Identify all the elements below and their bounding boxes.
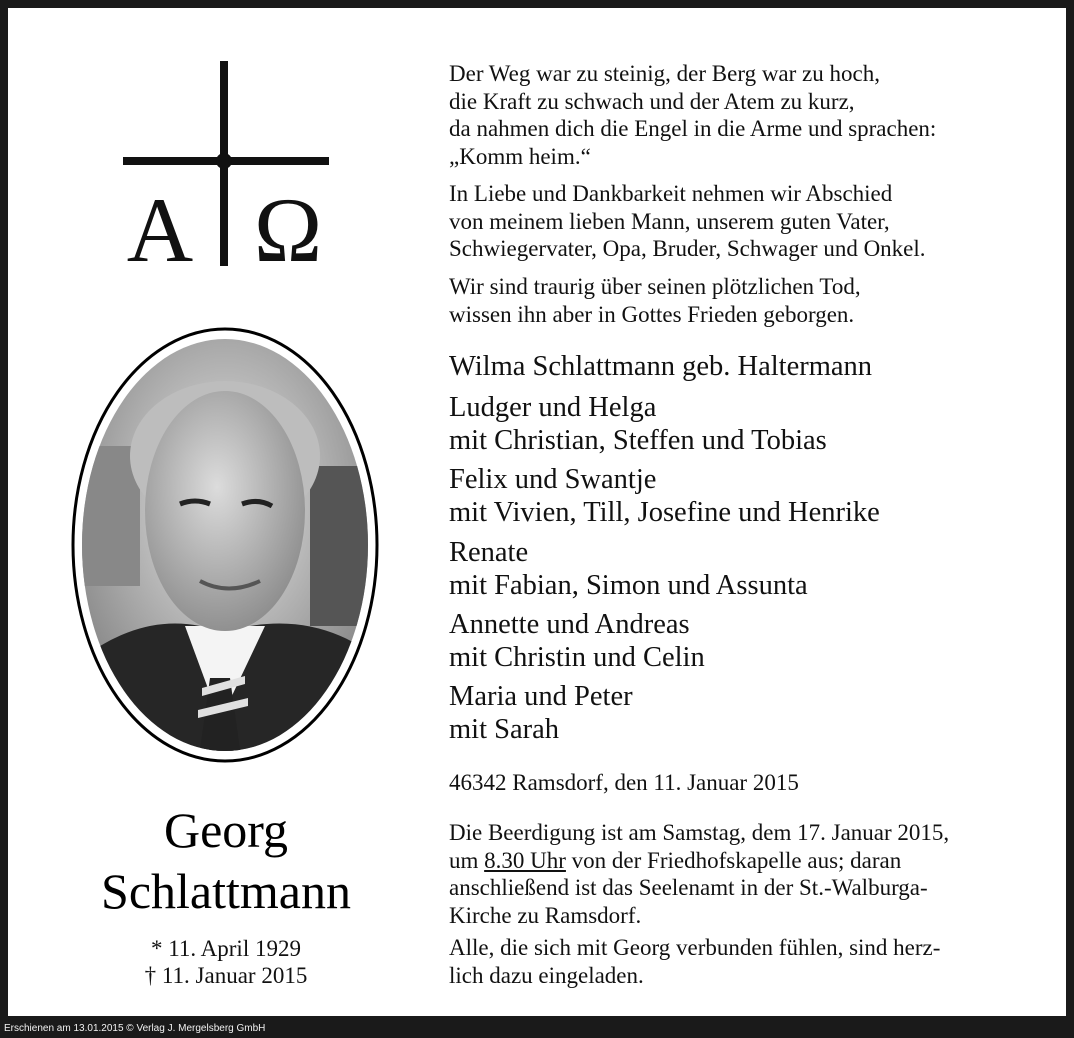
portrait-photo xyxy=(70,326,380,764)
death-date: † 11. Januar 2015 xyxy=(144,963,308,988)
publication-footer: Erschienen am 13.01.2015 © Verlag J. Mergelsberg GmbH xyxy=(4,1023,266,1034)
family-member-line: Renate xyxy=(449,537,529,568)
funeral-line: anschließend ist das Seelenamt in der St.-Walburga- xyxy=(449,875,928,900)
family-group xyxy=(449,463,1049,529)
sorrow-paragraph xyxy=(449,273,1049,328)
family-member-line: mit Vivien, Till, Josefine und Henrike xyxy=(449,497,880,528)
family-group xyxy=(449,536,1049,602)
verse-line: die Kraft zu schwach und der Atem zu kurz, xyxy=(449,88,855,114)
family-group xyxy=(449,350,1049,383)
farewell-line: Schwiegervater, Opa, Bruder, Schwager und Onkel. xyxy=(449,236,926,261)
verse-paragraph xyxy=(449,60,1049,170)
family-member-line: Wilma Schlattmann geb. Haltermann xyxy=(449,351,873,382)
deceased-first-name: Georg xyxy=(163,802,289,858)
family-member-line: mit Christin und Celin xyxy=(449,642,705,673)
family-member-line: mit Christian, Steffen und Tobias xyxy=(449,425,827,456)
family-member-line: Maria und Peter xyxy=(449,681,633,712)
obituary-notice xyxy=(8,8,1066,1016)
funeral-line: Kirche zu Ramsdorf. xyxy=(449,902,642,928)
funeral-line-suffix: von der Friedhofskapelle aus; daran xyxy=(565,847,902,873)
family-member-line: mit Sarah xyxy=(449,714,560,745)
funeral-paragraph xyxy=(449,819,1049,929)
birth-date: * 11. April 1929 xyxy=(151,936,301,961)
verse-line: da nahmen dich die Engel in die Arme und sprachen: xyxy=(449,116,937,141)
funeral-line: Die Beerdigung ist am Samstag, dem 17. Januar 2015, xyxy=(449,820,950,845)
place-date: 46342 Ramsdorf, den 11. Januar 2015 xyxy=(449,770,799,795)
farewell-line: von meinem lieben Mann, unserem guten Vater, xyxy=(449,208,890,234)
family-group xyxy=(449,391,1049,457)
funeral-line-prefix: um xyxy=(449,847,485,873)
family-member-line: mit Fabian, Simon und Assunta xyxy=(449,570,808,601)
sorrow-line: Wir sind traurig über seinen plötzlichen Tod, xyxy=(449,274,861,299)
family-member-line: Felix und Swantje xyxy=(449,464,657,495)
farewell-line: In Liebe und Dankbarkeit nehmen wir Abschied xyxy=(449,181,893,206)
family-group xyxy=(449,680,1049,746)
sorrow-line: wissen ihn aber in Gottes Frieden geborgen. xyxy=(449,301,855,327)
verse-line: Der Weg war zu steinig, der Berg war zu hoch, xyxy=(449,61,880,86)
omega-symbol: Ω xyxy=(253,179,323,270)
family-group xyxy=(449,608,1049,674)
family-member-line: Ludger und Helga xyxy=(449,392,657,423)
deceased-last-name: Schlattmann xyxy=(101,863,351,919)
verse-line: „Komm heim.“ xyxy=(449,143,591,169)
family-member-line: Annette und Andreas xyxy=(449,609,690,640)
farewell-paragraph xyxy=(449,180,1049,263)
invitation-paragraph xyxy=(449,934,1049,989)
cross-alpha-omega-icon xyxy=(116,56,336,270)
invitation-line: Alle, die sich mit Georg verbunden fühlen, sind herz- xyxy=(449,935,941,960)
invitation-line: lich dazu eingeladen. xyxy=(449,962,644,988)
funeral-time: 8.30 Uhr xyxy=(484,847,566,873)
alpha-symbol: A xyxy=(126,179,194,270)
funeral-line xyxy=(449,847,1049,875)
